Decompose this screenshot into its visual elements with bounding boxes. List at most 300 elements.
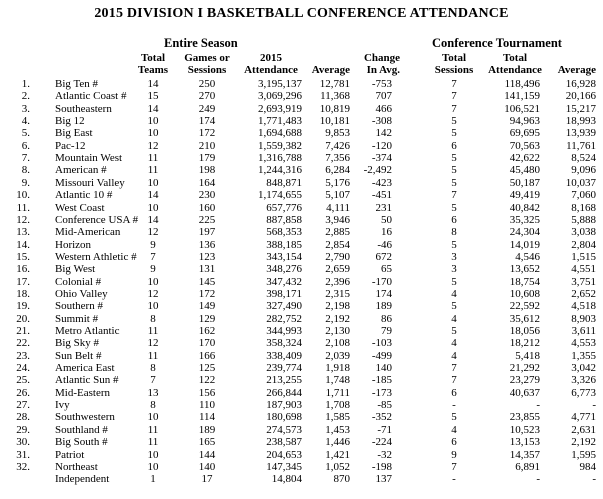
tournament-attendance-cell: 18,056 xyxy=(509,325,540,337)
conference-name-cell: Big 12 xyxy=(55,115,85,128)
attendance-cell: 338,409 xyxy=(266,349,302,362)
change-cell: 189 xyxy=(375,300,392,313)
attendance-cell: 204,653 xyxy=(266,448,302,461)
tournament-attendance-cell: 13,652 xyxy=(509,263,540,276)
rank-cell: 25. xyxy=(16,374,30,387)
rank-cell: 7. xyxy=(21,152,30,165)
header-tournament-sessions: Total Sessions xyxy=(434,52,474,76)
conference-name-cell: Mid-American xyxy=(55,226,121,239)
tournament-sessions-cell: 4 xyxy=(451,287,457,300)
attendance-cell: 1,771,483 xyxy=(258,115,302,128)
average-cell: 5,176 xyxy=(325,176,350,189)
tournament-average-cell: 10,037 xyxy=(565,176,596,189)
rank-cell: 20. xyxy=(16,312,30,325)
average-cell: 1,748 xyxy=(325,374,350,387)
tournament-average-cell: 3,326 xyxy=(571,374,596,387)
conference-name-cell: Atlantic 10 # xyxy=(55,189,113,202)
tournament-sessions-cell: 7 xyxy=(451,189,457,202)
attendance-cell: 1,174,655 xyxy=(258,189,302,202)
change-cell: -46 xyxy=(377,238,392,251)
tournament-average-cell: 16,928 xyxy=(565,78,596,90)
tournament-attendance-cell: 23,855 xyxy=(509,411,540,424)
conference-name-cell: Mountain West xyxy=(55,152,123,165)
conference-name-cell: Patriot xyxy=(55,448,85,461)
games-sessions-cell: 123 xyxy=(198,250,216,263)
conference-name-cell: Conference USA # xyxy=(55,213,139,226)
header-tournament-average: Average xyxy=(557,64,596,76)
conference-name-cell: Southern # xyxy=(55,300,103,313)
attendance-cell: 1,316,788 xyxy=(258,152,302,165)
tournament-average-cell: 18,993 xyxy=(565,115,596,128)
change-cell: 707 xyxy=(375,90,392,103)
conference-name-cell: Colonial # xyxy=(55,275,102,288)
games-sessions-cell: 198 xyxy=(198,164,216,177)
header-attendance: 2015 Attendance xyxy=(244,52,298,76)
tournament-sessions-cell: 9 xyxy=(451,448,457,461)
tournament-average-cell: 3,611 xyxy=(571,325,596,337)
total-teams-cell: 14 xyxy=(147,78,159,90)
rank-cell: 4. xyxy=(21,115,30,128)
average-cell: 2,192 xyxy=(325,312,350,325)
tournament-sessions-cell: 5 xyxy=(451,127,457,140)
total-teams-cell: 10 xyxy=(147,127,159,140)
tournament-attendance-cell: 13,153 xyxy=(509,436,540,449)
total-teams-cell: 10 xyxy=(147,448,159,461)
average-cell: 2,108 xyxy=(325,337,350,350)
change-cell: -173 xyxy=(371,386,392,399)
games-sessions-cell: 140 xyxy=(198,460,216,473)
tournament-attendance-cell: 40,637 xyxy=(509,386,540,399)
change-cell: -308 xyxy=(371,115,392,128)
tournament-sessions-cell: 7 xyxy=(451,460,457,473)
change-cell: -32 xyxy=(377,448,392,461)
rank-cell: 12. xyxy=(16,213,30,226)
attendance-cell: 344,993 xyxy=(266,325,302,337)
rank-cell: 26. xyxy=(16,386,30,399)
total-teams-cell: 10 xyxy=(147,411,159,424)
tournament-sessions-cell: 3 xyxy=(451,263,457,276)
tournament-attendance-cell: 106,521 xyxy=(504,102,540,115)
conference-name-cell: Southeastern xyxy=(55,102,112,115)
rank-cell: 28. xyxy=(16,411,30,424)
tournament-sessions-cell: 5 xyxy=(451,164,457,177)
attendance-cell: 213,255 xyxy=(266,374,302,387)
total-teams-cell: 9 xyxy=(150,263,156,276)
tournament-attendance-cell: 14,357 xyxy=(509,448,540,461)
games-sessions-cell: 149 xyxy=(198,300,216,313)
rank-cell: 10. xyxy=(16,189,30,202)
average-cell: 5,107 xyxy=(325,189,350,202)
attendance-cell: 239,774 xyxy=(266,362,302,375)
average-cell: 1,421 xyxy=(325,448,350,461)
games-sessions-cell: 197 xyxy=(198,226,216,239)
average-cell: 2,659 xyxy=(325,263,350,276)
tournament-attendance-cell: 94,963 xyxy=(509,115,540,128)
change-cell: -423 xyxy=(371,176,392,189)
tournament-attendance-cell: 118,496 xyxy=(504,78,540,90)
conference-name-cell: Big Ten # xyxy=(55,78,99,90)
change-cell: 65 xyxy=(381,263,392,276)
total-teams-cell: 11 xyxy=(147,164,159,177)
average-cell: 2,198 xyxy=(325,300,350,313)
change-cell: 137 xyxy=(375,473,392,486)
header-total-teams: Total Teams xyxy=(137,52,169,76)
tournament-attendance-cell: 141,159 xyxy=(504,90,540,103)
conference-name-cell: American # xyxy=(55,164,107,177)
games-sessions-cell: 114 xyxy=(198,411,216,424)
tournament-attendance-cell: 4,546 xyxy=(515,250,540,263)
change-cell: -451 xyxy=(371,189,392,202)
header-tournament-attendance: Total Attendance xyxy=(488,52,542,76)
tournament-sessions-cell: 7 xyxy=(451,362,457,375)
tournament-attendance-cell: 40,842 xyxy=(509,201,540,214)
tournament-sessions-cell: 4 xyxy=(451,337,457,350)
tournament-attendance-cell: 21,292 xyxy=(509,362,540,375)
attendance-cell: 657,776 xyxy=(266,201,302,214)
games-sessions-cell: 129 xyxy=(198,312,216,325)
rank-cell: 31. xyxy=(16,448,30,461)
average-cell: 870 xyxy=(333,473,350,486)
tournament-average-cell: 3,042 xyxy=(571,362,596,375)
conference-name-cell: Ivy xyxy=(55,399,70,412)
attendance-cell: 3,195,137 xyxy=(258,78,302,90)
total-teams-cell: 10 xyxy=(147,176,159,189)
tournament-attendance-cell: 18,212 xyxy=(509,337,540,350)
tournament-average-cell: 7,060 xyxy=(571,189,596,202)
tournament-attendance-cell: 35,325 xyxy=(509,213,540,226)
tournament-attendance-cell: 22,592 xyxy=(509,300,540,313)
tournament-average-cell: 13,939 xyxy=(565,127,596,140)
tournament-sessions-cell: 6 xyxy=(451,436,457,449)
tournament-average-cell: 3,751 xyxy=(571,275,596,288)
change-cell: -198 xyxy=(371,460,392,473)
attendance-cell: 398,171 xyxy=(266,287,302,300)
games-sessions-cell: 131 xyxy=(198,263,216,276)
tournament-average-cell: - xyxy=(592,473,596,486)
tournament-sessions-cell: 5 xyxy=(451,201,457,214)
average-cell: 1,052 xyxy=(325,460,350,473)
conference-name-cell: Independent xyxy=(55,473,110,486)
tournament-average-cell: 984 xyxy=(579,460,596,473)
conference-name-cell: West Coast xyxy=(55,201,105,214)
rank-cell: 8. xyxy=(21,164,30,177)
total-teams-cell: 13 xyxy=(147,386,159,399)
games-sessions-cell: 144 xyxy=(198,448,216,461)
rank-cell: 16. xyxy=(16,263,30,276)
tournament-average-cell: 6,773 xyxy=(571,386,596,399)
conference-name-cell: Big Sky # xyxy=(55,337,100,350)
change-cell: -2,492 xyxy=(363,164,392,177)
conference-name-cell: Ohio Valley xyxy=(55,287,108,300)
total-teams-cell: 10 xyxy=(147,275,159,288)
total-teams-cell: 1 xyxy=(150,473,156,486)
rank-cell: 21. xyxy=(16,325,30,337)
attendance-cell: 282,752 xyxy=(266,312,302,325)
tournament-sessions-cell: 3 xyxy=(451,250,457,263)
tournament-sessions-cell: 4 xyxy=(451,312,457,325)
games-sessions-cell: 230 xyxy=(198,189,216,202)
attendance-cell: 1,694,688 xyxy=(258,127,302,140)
games-sessions-cell: 210 xyxy=(198,139,216,152)
average-cell: 3,946 xyxy=(325,213,350,226)
change-cell: -85 xyxy=(377,399,392,412)
tournament-average-cell: 8,524 xyxy=(571,152,596,165)
conference-name-cell: Big South # xyxy=(55,436,108,449)
games-sessions-cell: 164 xyxy=(198,176,216,189)
tournament-average-cell: 9,096 xyxy=(571,164,596,177)
tournament-sessions-cell: 5 xyxy=(451,300,457,313)
tournament-average-cell: 4,553 xyxy=(571,337,596,350)
conference-name-cell: America East xyxy=(55,362,115,375)
attendance-cell: 274,573 xyxy=(266,423,302,436)
tournament-attendance-cell: 5,418 xyxy=(515,349,540,362)
total-teams-cell: 11 xyxy=(147,152,159,165)
games-sessions-cell: 166 xyxy=(198,349,216,362)
conference-name-cell: Missouri Valley xyxy=(55,176,125,189)
conference-name-cell: Big West xyxy=(55,263,96,276)
tournament-attendance-cell: 45,480 xyxy=(509,164,540,177)
total-teams-cell: 11 xyxy=(147,436,159,449)
average-cell: 1,446 xyxy=(325,436,350,449)
games-sessions-cell: 172 xyxy=(198,127,216,140)
total-teams-cell: 9 xyxy=(150,238,156,251)
tournament-average-cell: 2,192 xyxy=(571,436,596,449)
average-cell: 1,585 xyxy=(325,411,350,424)
total-teams-cell: 8 xyxy=(150,312,156,325)
average-cell: 2,790 xyxy=(325,250,350,263)
tournament-average-cell: 1,355 xyxy=(571,349,596,362)
tournament-attendance-cell: 10,608 xyxy=(509,287,540,300)
tournament-average-cell: - xyxy=(592,399,596,412)
attendance-cell: 568,353 xyxy=(266,226,302,239)
games-sessions-cell: 145 xyxy=(198,275,216,288)
tournament-attendance-cell: 70,563 xyxy=(509,139,540,152)
tournament-average-cell: 8,168 xyxy=(571,201,596,214)
change-cell: 672 xyxy=(375,250,392,263)
games-sessions-cell: 162 xyxy=(198,325,216,337)
average-cell: 1,711 xyxy=(325,386,350,399)
rank-cell: 1. xyxy=(21,78,30,90)
total-teams-cell: 14 xyxy=(147,102,159,115)
tournament-average-cell: 1,515 xyxy=(571,250,596,263)
conference-name-cell: Southwestern xyxy=(55,411,115,424)
tournament-average-cell: 15,217 xyxy=(565,102,596,115)
average-cell: 2,130 xyxy=(325,325,350,337)
section-heading-tournament: Conference Tournament xyxy=(432,36,562,50)
tournament-attendance-cell: 35,612 xyxy=(509,312,540,325)
attendance-cell: 887,858 xyxy=(266,213,302,226)
tournament-sessions-cell: 7 xyxy=(451,90,457,103)
header-change: Change In Avg. xyxy=(363,52,400,76)
total-teams-cell: 10 xyxy=(147,460,159,473)
tournament-attendance-cell: 49,419 xyxy=(509,189,540,202)
games-sessions-cell: 170 xyxy=(198,337,216,350)
games-sessions-cell: 249 xyxy=(198,102,216,115)
rank-cell: 17. xyxy=(16,275,30,288)
games-sessions-cell: 189 xyxy=(198,423,216,436)
tournament-average-cell: 8,903 xyxy=(571,312,596,325)
tournament-average-cell: 1,595 xyxy=(571,448,596,461)
tournament-average-cell: 3,038 xyxy=(571,226,596,239)
rank-cell: 30. xyxy=(16,436,30,449)
rank-cell: 11. xyxy=(16,201,30,214)
tournament-sessions-cell: 7 xyxy=(451,78,457,90)
games-sessions-cell: 174 xyxy=(198,115,216,128)
average-cell: 10,819 xyxy=(319,102,350,115)
total-teams-cell: 10 xyxy=(147,300,159,313)
games-sessions-cell: 225 xyxy=(198,213,216,226)
average-cell: 12,781 xyxy=(319,78,350,90)
change-cell: -185 xyxy=(371,374,392,387)
rank-cell: 14. xyxy=(16,238,30,251)
section-heading-season: Entire Season xyxy=(164,36,238,50)
average-cell: 7,356 xyxy=(325,152,350,165)
average-cell: 1,918 xyxy=(325,362,350,375)
attendance-cell: 3,069,296 xyxy=(258,90,302,103)
conference-name-cell: Horizon xyxy=(55,238,92,251)
change-cell: 86 xyxy=(381,312,392,325)
tournament-sessions-cell: 4 xyxy=(451,423,457,436)
change-cell: -352 xyxy=(371,411,392,424)
tournament-sessions-cell: 5 xyxy=(451,115,457,128)
total-teams-cell: 11 xyxy=(147,349,159,362)
games-sessions-cell: 136 xyxy=(198,238,216,251)
change-cell: 16 xyxy=(381,226,392,239)
header-average: Average xyxy=(311,64,350,76)
rank-cell: 15. xyxy=(16,250,30,263)
change-cell: -120 xyxy=(371,139,392,152)
conference-name-cell: Mid-Eastern xyxy=(55,386,110,399)
tournament-average-cell: 4,518 xyxy=(571,300,596,313)
tournament-attendance-cell: 10,523 xyxy=(509,423,540,436)
average-cell: 2,315 xyxy=(325,287,350,300)
conference-name-cell: Big East xyxy=(55,127,93,140)
average-cell: 7,426 xyxy=(325,139,350,152)
tournament-sessions-cell: 6 xyxy=(451,139,457,152)
total-teams-cell: 15 xyxy=(147,90,159,103)
conference-name-cell: Sun Belt # xyxy=(55,349,102,362)
tournament-attendance-cell: - xyxy=(536,473,540,486)
games-sessions-cell: 172 xyxy=(198,287,216,300)
total-teams-cell: 12 xyxy=(147,139,159,152)
average-cell: 4,111 xyxy=(326,201,350,214)
tournament-attendance-cell: 18,754 xyxy=(509,275,540,288)
tournament-sessions-cell: 7 xyxy=(451,374,457,387)
attendance-cell: 348,276 xyxy=(266,263,302,276)
attendance-cell: 1,559,382 xyxy=(258,139,302,152)
rank-cell: 32. xyxy=(16,460,30,473)
conference-name-cell: Atlantic Sun # xyxy=(55,374,119,387)
total-teams-cell: 12 xyxy=(147,226,159,239)
average-cell: 2,854 xyxy=(325,238,350,251)
rank-cell: 5. xyxy=(21,127,30,140)
tournament-sessions-cell: 6 xyxy=(451,213,457,226)
tournament-average-cell: 11,761 xyxy=(566,139,596,152)
rank-cell: 19. xyxy=(16,300,30,313)
attendance-cell: 327,490 xyxy=(266,300,302,313)
attendance-cell: 2,693,919 xyxy=(258,102,302,115)
games-sessions-cell: 125 xyxy=(198,362,216,375)
conference-name-cell: Summit # xyxy=(55,312,99,325)
tournament-attendance-cell: 50,187 xyxy=(509,176,540,189)
total-teams-cell: 14 xyxy=(147,213,159,226)
total-teams-cell: 8 xyxy=(150,399,156,412)
total-teams-cell: 7 xyxy=(150,374,156,387)
change-cell: 231 xyxy=(375,201,392,214)
rank-cell: 3. xyxy=(21,102,30,115)
tournament-attendance-cell: 6,891 xyxy=(515,460,540,473)
change-cell: 50 xyxy=(381,213,392,226)
games-sessions-cell: 110 xyxy=(198,399,216,412)
conference-name-cell: Western Athletic # xyxy=(55,250,137,263)
games-sessions-cell: 179 xyxy=(198,152,216,165)
change-cell: 140 xyxy=(375,362,392,375)
total-teams-cell: 11 xyxy=(147,423,159,436)
attendance-cell: 848,871 xyxy=(266,176,302,189)
change-cell: -753 xyxy=(371,78,392,90)
average-cell: 11,368 xyxy=(320,90,350,103)
tournament-sessions-cell: 4 xyxy=(451,349,457,362)
rank-cell: 6. xyxy=(21,139,30,152)
total-teams-cell: 11 xyxy=(147,325,159,337)
games-sessions-cell: 17 xyxy=(201,473,213,486)
average-cell: 1,453 xyxy=(325,423,350,436)
tournament-sessions-cell: 5 xyxy=(451,238,457,251)
games-sessions-cell: 160 xyxy=(198,201,216,214)
tournament-sessions-cell: 8 xyxy=(451,226,457,239)
change-cell: -170 xyxy=(371,275,392,288)
total-teams-cell: 10 xyxy=(147,201,159,214)
change-cell: 79 xyxy=(381,325,392,337)
games-sessions-cell: 270 xyxy=(198,90,216,103)
rank-cell: 22. xyxy=(16,337,30,350)
tournament-average-cell: 2,804 xyxy=(571,238,596,251)
total-teams-cell: 7 xyxy=(150,250,156,263)
games-sessions-cell: 122 xyxy=(198,374,216,387)
tournament-sessions-cell: - xyxy=(452,473,456,486)
average-cell: 1,708 xyxy=(325,399,350,412)
average-cell: 10,181 xyxy=(319,115,350,128)
tournament-attendance-cell: 42,622 xyxy=(509,152,540,165)
change-cell: -103 xyxy=(371,337,392,350)
conference-name-cell: Northeast xyxy=(55,460,98,473)
page-title: 2015 DIVISION I BASKETBALL CONFERENCE ATTENDANCE xyxy=(94,6,509,21)
rank-cell: 9. xyxy=(21,176,30,189)
rank-cell: 24. xyxy=(16,362,30,375)
tournament-attendance-cell: 23,279 xyxy=(509,374,540,387)
attendance-cell: 388,185 xyxy=(266,238,302,251)
change-cell: -374 xyxy=(371,152,392,165)
conference-name-cell: Metro Atlantic xyxy=(55,325,120,337)
attendance-cell: 358,324 xyxy=(266,337,302,350)
games-sessions-cell: 165 xyxy=(198,436,216,449)
average-cell: 2,396 xyxy=(325,275,350,288)
change-cell: -224 xyxy=(371,436,392,449)
rank-cell: 2. xyxy=(21,90,30,103)
rank-cell: 29. xyxy=(16,423,30,436)
total-teams-cell: 10 xyxy=(147,115,159,128)
tournament-sessions-cell: 7 xyxy=(451,102,457,115)
tournament-attendance-cell: 14,019 xyxy=(509,238,540,251)
attendance-cell: 187,903 xyxy=(266,399,302,412)
tournament-average-cell: 20,166 xyxy=(565,90,596,103)
tournament-attendance-cell: - xyxy=(536,399,540,412)
change-cell: 466 xyxy=(375,102,392,115)
change-cell: 174 xyxy=(375,287,392,300)
tournament-average-cell: 2,652 xyxy=(571,287,596,300)
rank-cell: 13. xyxy=(16,226,30,239)
tournament-sessions-cell: 5 xyxy=(451,325,457,337)
